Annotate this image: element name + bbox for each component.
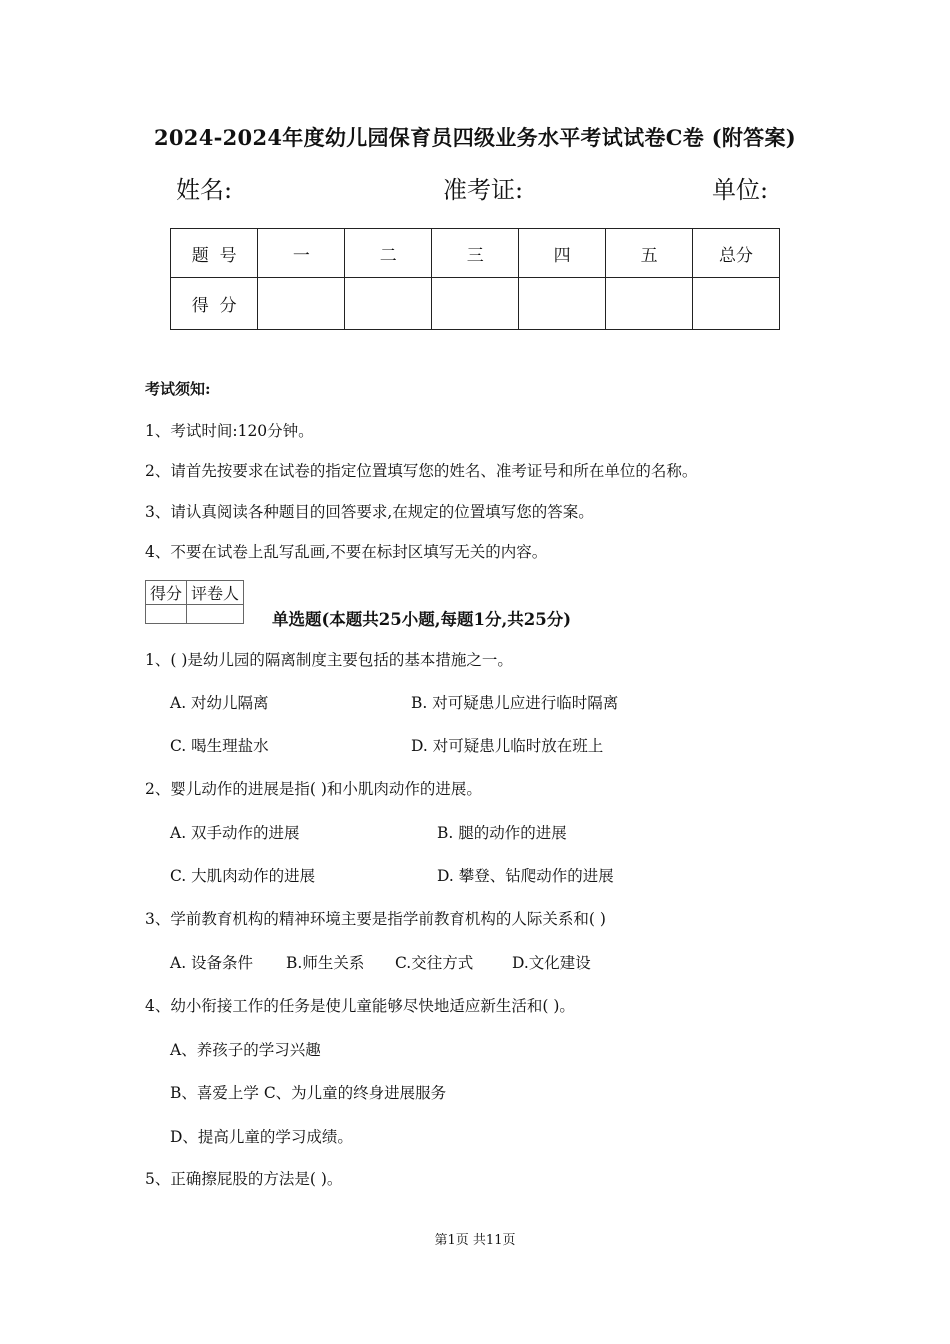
question-option: D.文化建设 (512, 954, 591, 972)
score-table-score-row (171, 278, 780, 330)
unit-field-label: 单位: (712, 176, 769, 204)
score-cell[interactable] (258, 278, 345, 330)
question-option: A. 设备条件 (170, 954, 254, 972)
score-header-cell: 一 (258, 229, 345, 278)
question-option: D. 攀登、钻爬动作的进展 (437, 867, 614, 885)
page-footer: 第1页 共11页 (434, 1233, 516, 1248)
question-option: D、提高儿童的学习成绩。 (170, 1128, 353, 1146)
score-header-cell: 题 号 (171, 229, 258, 278)
name-field-label: 姓名: (176, 176, 233, 204)
score-header-cell: 四 (519, 229, 606, 278)
question-option: A. 双手动作的进展 (170, 824, 300, 842)
grader-box (145, 580, 244, 624)
question-option: C.交往方式 (395, 954, 474, 972)
question-stem: 4、幼小衔接工作的任务是使儿童能够尽快地适应新生活和( )。 (145, 997, 575, 1015)
exam-title: 2024-2024年度幼儿园保育员四级业务水平考试试卷C卷 (附答案) (153, 125, 796, 150)
grader-score-label: 得分 (146, 581, 187, 605)
score-header-cell: 二 (345, 229, 432, 278)
score-table (170, 228, 780, 330)
score-cell[interactable] (606, 278, 693, 330)
note-item: 1、考试时间:120分钟。 (145, 422, 314, 440)
question-stem: 3、学前教育机构的精神环境主要是指学前教育机构的人际关系和( ) (145, 910, 606, 928)
question-option: A、养孩子的学习兴趣 (170, 1041, 321, 1059)
exam-number-field-label: 准考证: (443, 176, 524, 204)
score-table-header-row (171, 229, 780, 278)
question-option: D. 对可疑患儿临时放在班上 (411, 737, 604, 755)
question-option: B. 腿的动作的进展 (437, 824, 567, 842)
question-option: C. 大肌肉动作的进展 (170, 867, 316, 885)
grader-reviewer-cell[interactable] (187, 605, 244, 624)
score-cell[interactable] (432, 278, 519, 330)
question-stem: 5、正确擦屁股的方法是( )。 (145, 1170, 343, 1188)
question-option: C. 喝生理盐水 (170, 737, 269, 755)
notes-heading: 考试须知: (145, 380, 211, 398)
grader-reviewer-label: 评卷人 (187, 581, 244, 605)
grader-score-cell[interactable] (146, 605, 187, 624)
score-cell[interactable] (519, 278, 606, 330)
score-row-label: 得 分 (171, 278, 258, 330)
question-option: B.师生关系 (286, 954, 365, 972)
question-option: A. 对幼儿隔离 (170, 694, 269, 712)
score-cell[interactable] (693, 278, 780, 330)
score-cell[interactable] (345, 278, 432, 330)
note-item: 4、不要在试卷上乱写乱画,不要在标封区填写无关的内容。 (145, 543, 548, 561)
note-item: 3、请认真阅读各种题目的回答要求,在规定的位置填写您的答案。 (145, 503, 594, 521)
section-title: 单选题(本题共25小题,每题1分,共25分) (272, 610, 572, 629)
note-item: 2、请首先按要求在试卷的指定位置填写您的姓名、准考证号和所在单位的名称。 (145, 462, 698, 480)
score-header-cell: 三 (432, 229, 519, 278)
question-stem: 2、婴儿动作的进展是指( )和小肌肉动作的进展。 (145, 780, 482, 798)
question-stem: 1、( )是幼儿园的隔离制度主要包括的基本措施之一。 (145, 651, 513, 669)
score-header-cell: 总分 (693, 229, 780, 278)
question-option: B、喜爱上学 C、为儿童的终身进展服务 (170, 1084, 447, 1102)
score-header-cell: 五 (606, 229, 693, 278)
question-option: B. 对可疑患儿应进行临时隔离 (411, 694, 619, 712)
